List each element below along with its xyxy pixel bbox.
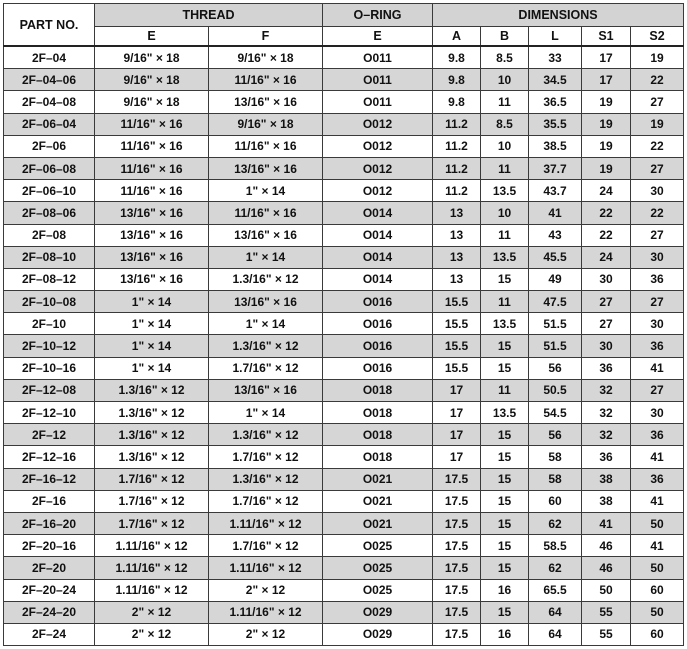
dim-s2-cell: 30 [631,180,684,202]
dim-s2-cell: 36 [631,335,684,357]
dim-s1-cell: 19 [582,157,631,179]
table-row [4,46,684,69]
o-ring-cell: O012 [323,157,433,179]
dim-l-cell: 56 [529,424,582,446]
dim-l-cell: 33 [529,46,582,69]
thread-e-cell: 1" × 14 [95,335,209,357]
dim-l-cell: 45.5 [529,246,582,268]
dim-s2-cell: 50 [631,512,684,534]
table-row [4,135,684,157]
thread-e-cell: 13/16" × 16 [95,268,209,290]
table-row [4,579,684,601]
thread-e-cell: 1.3/16" × 12 [95,424,209,446]
o-ring-cell: O021 [323,490,433,512]
dim-l-cell: 65.5 [529,579,582,601]
dim-s1-cell: 41 [582,512,631,534]
dim-s2-cell: 60 [631,623,684,645]
dim-b-cell: 11 [481,157,529,179]
thread-f-cell: 1" × 14 [209,402,323,424]
dim-s2-cell: 50 [631,601,684,623]
dim-s1-cell: 36 [582,357,631,379]
dim-l-cell: 41 [529,202,582,224]
dim-s2-cell: 41 [631,490,684,512]
dim-s2-cell: 22 [631,69,684,91]
dim-s1-cell: 32 [582,379,631,401]
dim-s1-cell: 36 [582,446,631,468]
dim-a-cell: 17 [433,424,481,446]
thread-e-cell: 13/16" × 16 [95,224,209,246]
dim-s1-cell: 27 [582,313,631,335]
dim-s1-cell: 32 [582,402,631,424]
part-no-cell: 2F–10–12 [4,335,95,357]
dim-l-cell: 64 [529,601,582,623]
table-row [4,535,684,557]
fitting-spec-table [3,3,684,646]
o-ring-cell: O029 [323,601,433,623]
dim-l-cell: 36.5 [529,91,582,113]
thread-e-cell: 9/16" × 18 [95,69,209,91]
dim-b-cell: 11 [481,291,529,313]
thread-e-cell: 11/16" × 16 [95,157,209,179]
o-ring-cell: O029 [323,623,433,645]
part-no-cell: 2F–08–06 [4,202,95,224]
part-no-cell: 2F–04 [4,46,95,69]
dim-s2-cell: 22 [631,135,684,157]
thread-f-cell: 1" × 14 [209,313,323,335]
thread-f-cell: 9/16" × 18 [209,113,323,135]
dim-a-cell: 11.2 [433,180,481,202]
thread-f-cell: 11/16" × 16 [209,202,323,224]
dim-l-cell: 62 [529,512,582,534]
table-row [4,490,684,512]
dim-b-cell: 13.5 [481,180,529,202]
thread-f-cell: 1.3/16" × 12 [209,468,323,490]
dim-l-cell: 35.5 [529,113,582,135]
dim-l-cell: 43 [529,224,582,246]
thread-e-cell: 9/16" × 18 [95,46,209,69]
dim-l-cell: 34.5 [529,69,582,91]
thread-f-cell: 1" × 14 [209,180,323,202]
table-row [4,557,684,579]
o-ring-cell: O014 [323,202,433,224]
dim-s2-cell: 41 [631,357,684,379]
o-ring-cell: O014 [323,246,433,268]
dim-l-cell: 51.5 [529,313,582,335]
part-no-cell: 2F–16–12 [4,468,95,490]
dim-a-cell: 11.2 [433,113,481,135]
thread-e-cell: 2" × 12 [95,623,209,645]
dim-l-cell: 43.7 [529,180,582,202]
thread-e-cell: 1" × 14 [95,357,209,379]
header-o-ring: O–RING [323,4,433,27]
dim-s2-cell: 30 [631,246,684,268]
table-row [4,180,684,202]
o-ring-cell: O025 [323,557,433,579]
thread-e-cell: 1" × 14 [95,291,209,313]
dim-l-cell: 47.5 [529,291,582,313]
dim-a-cell: 17.5 [433,468,481,490]
dim-s1-cell: 38 [582,490,631,512]
dim-s2-cell: 19 [631,46,684,69]
dim-s1-cell: 27 [582,291,631,313]
dim-s2-cell: 50 [631,557,684,579]
thread-f-cell: 2" × 12 [209,623,323,645]
o-ring-cell: O018 [323,379,433,401]
dim-a-cell: 9.8 [433,91,481,113]
dim-l-cell: 51.5 [529,335,582,357]
header-o-ring-e: E [323,27,433,47]
dim-b-cell: 15 [481,446,529,468]
o-ring-cell: O021 [323,468,433,490]
dim-s2-cell: 36 [631,424,684,446]
dim-b-cell: 11 [481,224,529,246]
header-dimensions: DIMENSIONS [433,4,684,27]
dim-s2-cell: 60 [631,579,684,601]
dim-b-cell: 15 [481,268,529,290]
dim-b-cell: 15 [481,468,529,490]
dim-b-cell: 8.5 [481,113,529,135]
table-body [4,46,684,646]
thread-f-cell: 13/16" × 16 [209,224,323,246]
table-row [4,291,684,313]
dim-s1-cell: 32 [582,424,631,446]
o-ring-cell: O011 [323,46,433,69]
dim-s1-cell: 19 [582,91,631,113]
dim-a-cell: 9.8 [433,69,481,91]
thread-f-cell: 1.3/16" × 12 [209,424,323,446]
dim-a-cell: 11.2 [433,157,481,179]
part-no-cell: 2F–16–20 [4,512,95,534]
thread-e-cell: 13/16" × 16 [95,202,209,224]
dim-b-cell: 13.5 [481,402,529,424]
dim-b-cell: 13.5 [481,313,529,335]
part-no-cell: 2F–24 [4,623,95,645]
part-no-cell: 2F–10–16 [4,357,95,379]
part-no-cell: 2F–20–16 [4,535,95,557]
o-ring-cell: O021 [323,512,433,534]
dim-b-cell: 8.5 [481,46,529,69]
part-no-cell: 2F–06–08 [4,157,95,179]
header-thread-f: F [209,27,323,47]
dim-s2-cell: 36 [631,268,684,290]
table-row [4,268,684,290]
dim-s1-cell: 38 [582,468,631,490]
o-ring-cell: O012 [323,180,433,202]
header-part-no: PART NO. [4,4,95,47]
thread-e-cell: 11/16" × 16 [95,113,209,135]
dim-a-cell: 17 [433,379,481,401]
dim-a-cell: 13 [433,246,481,268]
table-row [4,601,684,623]
dim-l-cell: 54.5 [529,402,582,424]
part-no-cell: 2F–20 [4,557,95,579]
dim-a-cell: 17.5 [433,557,481,579]
dim-s1-cell: 50 [582,579,631,601]
o-ring-cell: O011 [323,91,433,113]
table-row [4,202,684,224]
dim-b-cell: 11 [481,379,529,401]
dim-s2-cell: 30 [631,313,684,335]
thread-f-cell: 13/16" × 16 [209,379,323,401]
dim-a-cell: 11.2 [433,135,481,157]
table-row [4,402,684,424]
dim-l-cell: 49 [529,268,582,290]
thread-e-cell: 11/16" × 16 [95,135,209,157]
dim-l-cell: 38.5 [529,135,582,157]
dim-b-cell: 15 [481,490,529,512]
dim-a-cell: 15.5 [433,335,481,357]
header-thread: THREAD [95,4,323,27]
thread-f-cell: 9/16" × 18 [209,46,323,69]
dim-s2-cell: 27 [631,224,684,246]
dim-s1-cell: 46 [582,535,631,557]
part-no-cell: 2F–08–10 [4,246,95,268]
dim-s1-cell: 22 [582,202,631,224]
thread-f-cell: 2" × 12 [209,579,323,601]
dim-l-cell: 50.5 [529,379,582,401]
thread-f-cell: 13/16" × 16 [209,91,323,113]
thread-e-cell: 1.7/16" × 12 [95,490,209,512]
dim-a-cell: 17 [433,402,481,424]
dim-s1-cell: 19 [582,113,631,135]
thread-f-cell: 11/16" × 16 [209,135,323,157]
thread-e-cell: 1.3/16" × 12 [95,402,209,424]
thread-e-cell: 1.11/16" × 12 [95,579,209,601]
table-row [4,113,684,135]
header-dim-s2: S2 [631,27,684,47]
dim-s2-cell: 41 [631,535,684,557]
o-ring-cell: O018 [323,446,433,468]
thread-e-cell: 1.7/16" × 12 [95,512,209,534]
dim-b-cell: 11 [481,91,529,113]
dim-b-cell: 15 [481,424,529,446]
thread-f-cell: 1.7/16" × 12 [209,446,323,468]
part-no-cell: 2F–12–16 [4,446,95,468]
table-row [4,379,684,401]
dim-a-cell: 15.5 [433,313,481,335]
dim-s1-cell: 46 [582,557,631,579]
thread-f-cell: 1.3/16" × 12 [209,268,323,290]
thread-e-cell: 1.3/16" × 12 [95,446,209,468]
dim-s2-cell: 27 [631,379,684,401]
dim-s1-cell: 55 [582,601,631,623]
dim-b-cell: 15 [481,335,529,357]
dim-s2-cell: 27 [631,157,684,179]
part-no-cell: 2F–04–06 [4,69,95,91]
table-row [4,224,684,246]
part-no-cell: 2F–08 [4,224,95,246]
dim-a-cell: 15.5 [433,291,481,313]
dim-s1-cell: 30 [582,335,631,357]
part-no-cell: 2F–16 [4,490,95,512]
table-row [4,357,684,379]
dim-a-cell: 13 [433,202,481,224]
dim-a-cell: 9.8 [433,46,481,69]
header-row-columns [4,27,684,47]
thread-e-cell: 13/16" × 16 [95,246,209,268]
dim-a-cell: 17 [433,446,481,468]
thread-e-cell: 1" × 14 [95,313,209,335]
dim-b-cell: 15 [481,535,529,557]
part-no-cell: 2F–12–08 [4,379,95,401]
header-dim-a: A [433,27,481,47]
dim-s2-cell: 22 [631,202,684,224]
dim-l-cell: 56 [529,357,582,379]
dim-s2-cell: 36 [631,468,684,490]
table-row [4,313,684,335]
thread-f-cell: 1.7/16" × 12 [209,357,323,379]
table-row [4,468,684,490]
part-no-cell: 2F–20–24 [4,579,95,601]
thread-e-cell: 2" × 12 [95,601,209,623]
dim-l-cell: 58 [529,446,582,468]
dim-s2-cell: 41 [631,446,684,468]
dim-b-cell: 16 [481,623,529,645]
table-row [4,623,684,645]
o-ring-cell: O016 [323,335,433,357]
dim-s2-cell: 27 [631,291,684,313]
table-row [4,512,684,534]
dim-a-cell: 17.5 [433,601,481,623]
dim-a-cell: 13 [433,224,481,246]
thread-f-cell: 1.3/16" × 12 [209,335,323,357]
part-no-cell: 2F–12 [4,424,95,446]
header-dim-l: L [529,27,582,47]
dim-b-cell: 15 [481,557,529,579]
table-row [4,446,684,468]
dim-s2-cell: 27 [631,91,684,113]
thread-f-cell: 1.7/16" × 12 [209,490,323,512]
o-ring-cell: O025 [323,579,433,601]
dim-b-cell: 10 [481,69,529,91]
thread-e-cell: 9/16" × 18 [95,91,209,113]
dim-a-cell: 15.5 [433,357,481,379]
o-ring-cell: O012 [323,113,433,135]
header-thread-e: E [95,27,209,47]
table-row [4,91,684,113]
dim-s1-cell: 55 [582,623,631,645]
o-ring-cell: O018 [323,424,433,446]
part-no-cell: 2F–10–08 [4,291,95,313]
thread-e-cell: 11/16" × 16 [95,180,209,202]
dim-a-cell: 17.5 [433,512,481,534]
dim-s2-cell: 19 [631,113,684,135]
dim-l-cell: 60 [529,490,582,512]
part-no-cell: 2F–12–10 [4,402,95,424]
part-no-cell: 2F–04–08 [4,91,95,113]
dim-b-cell: 10 [481,135,529,157]
o-ring-cell: O016 [323,357,433,379]
table-row [4,157,684,179]
table-row [4,69,684,91]
thread-f-cell: 13/16" × 16 [209,291,323,313]
dim-s1-cell: 30 [582,268,631,290]
header-row-groups [4,4,684,27]
thread-e-cell: 1.3/16" × 12 [95,379,209,401]
dim-l-cell: 37.7 [529,157,582,179]
dim-b-cell: 13.5 [481,246,529,268]
dim-s1-cell: 24 [582,180,631,202]
dim-s1-cell: 19 [582,135,631,157]
table-row [4,424,684,446]
dim-s1-cell: 22 [582,224,631,246]
dim-s2-cell: 30 [631,402,684,424]
dim-s1-cell: 24 [582,246,631,268]
dim-l-cell: 64 [529,623,582,645]
o-ring-cell: O014 [323,268,433,290]
thread-e-cell: 1.11/16" × 12 [95,535,209,557]
dim-l-cell: 58 [529,468,582,490]
part-no-cell: 2F–06–10 [4,180,95,202]
part-no-cell: 2F–24–20 [4,601,95,623]
thread-f-cell: 1.11/16" × 12 [209,512,323,534]
dim-s1-cell: 17 [582,69,631,91]
thread-f-cell: 1.11/16" × 12 [209,557,323,579]
thread-e-cell: 1.7/16" × 12 [95,468,209,490]
o-ring-cell: O018 [323,402,433,424]
thread-f-cell: 1.11/16" × 12 [209,601,323,623]
part-no-cell: 2F–10 [4,313,95,335]
table-row [4,335,684,357]
dim-a-cell: 17.5 [433,623,481,645]
table-row [4,246,684,268]
dim-b-cell: 15 [481,512,529,534]
o-ring-cell: O014 [323,224,433,246]
dim-l-cell: 58.5 [529,535,582,557]
dim-a-cell: 17.5 [433,579,481,601]
thread-e-cell: 1.11/16" × 12 [95,557,209,579]
thread-f-cell: 11/16" × 16 [209,69,323,91]
dim-b-cell: 10 [481,202,529,224]
o-ring-cell: O011 [323,69,433,91]
o-ring-cell: O016 [323,291,433,313]
part-no-cell: 2F–06 [4,135,95,157]
dim-a-cell: 17.5 [433,535,481,557]
part-no-cell: 2F–08–12 [4,268,95,290]
o-ring-cell: O016 [323,313,433,335]
dim-b-cell: 16 [481,579,529,601]
o-ring-cell: O025 [323,535,433,557]
part-no-cell: 2F–06–04 [4,113,95,135]
dim-s1-cell: 17 [582,46,631,69]
thread-f-cell: 1.7/16" × 12 [209,535,323,557]
dim-l-cell: 62 [529,557,582,579]
table-header [4,4,684,47]
thread-f-cell: 13/16" × 16 [209,157,323,179]
thread-f-cell: 1" × 14 [209,246,323,268]
dim-a-cell: 13 [433,268,481,290]
header-dim-b: B [481,27,529,47]
o-ring-cell: O012 [323,135,433,157]
header-dim-s1: S1 [582,27,631,47]
dim-b-cell: 15 [481,357,529,379]
dim-a-cell: 17.5 [433,490,481,512]
dim-b-cell: 15 [481,601,529,623]
